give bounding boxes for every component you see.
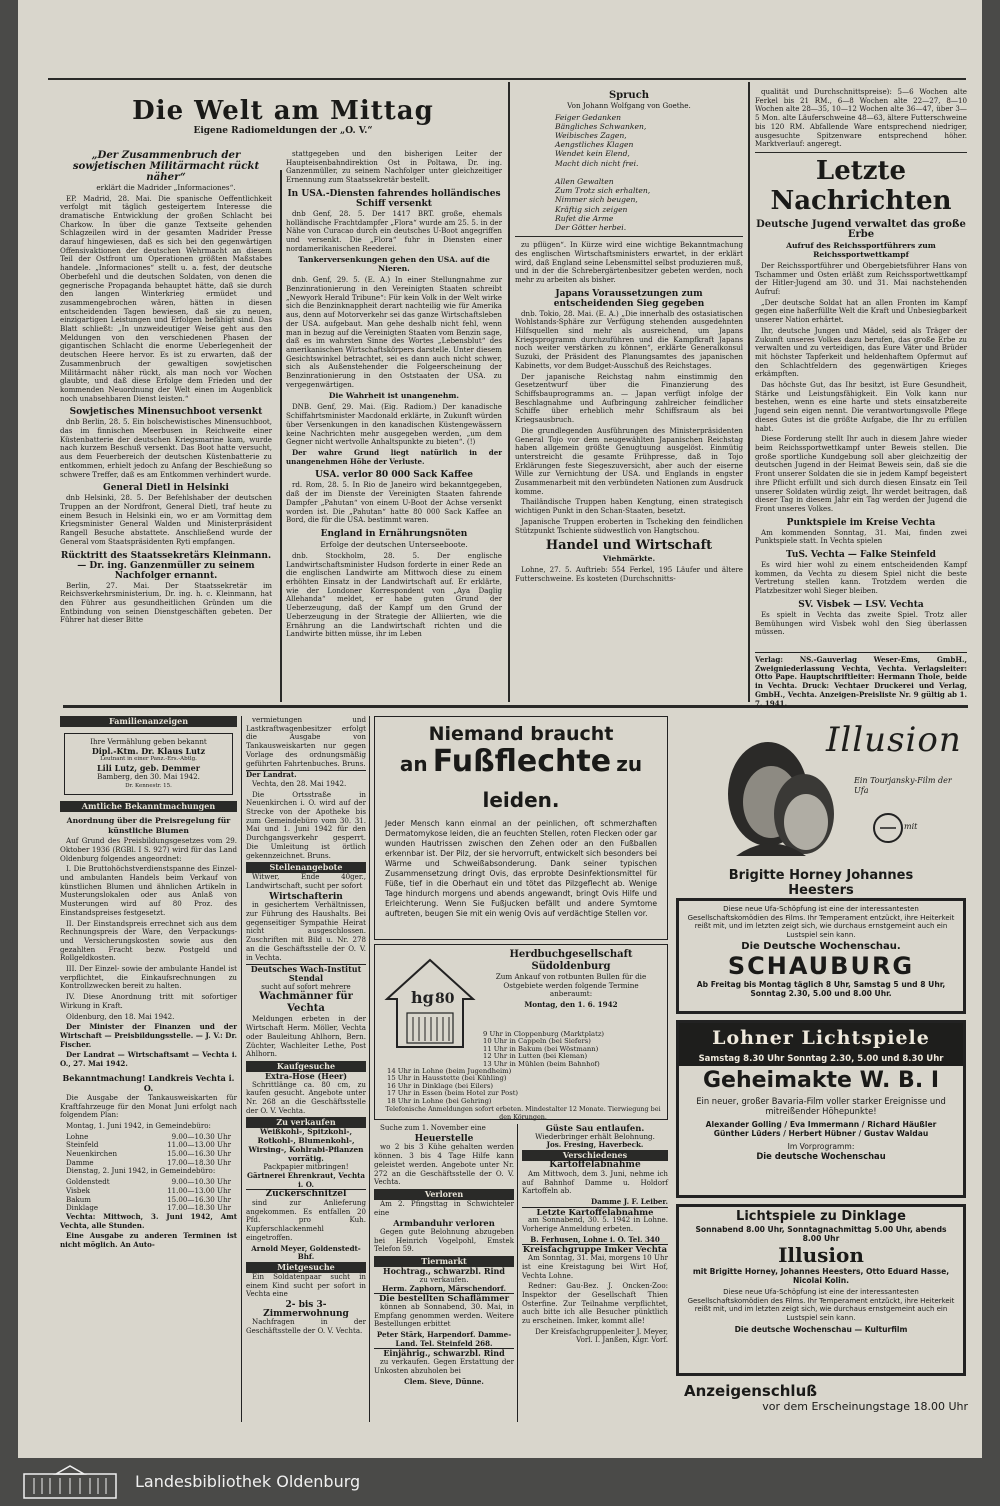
ad-text: Herm. Zaphorn, Märschendorf. (382, 1283, 506, 1293)
dinklage-title: Lichtspiele zu Dinklage (736, 1209, 906, 1224)
article-column-1 (60, 150, 272, 702)
article-headline: Sowjetisches Minensuchboot versenkt (69, 407, 263, 418)
article-text: dnb. Stockholm, 28. 5. Der englische Landwirtschaftsminister Hudson forderte in einer Rede an die englischen Landwirte am Mittwoch diese zu einem erhöhten Einsatz in der Landwirtschaft auf. Er erklärte, wie der Londoner Korrespondent von „Aya Daglig Allehanda“ meldet, er habe guten Grund der Ueberzeugung, daß der Kampf um den Grund der Ueberzeugung in der Strategie der Alliierten, wie die Ernährung an die Landwirtschaft richten und die Landwirte bitten müsse, ihr im Leben (286, 550, 502, 639)
imprint (755, 652, 967, 708)
herdbuch-text (483, 949, 659, 1011)
article-text: Es wird hier wohl zu einem entscheidenden Kampf kommen, da Vechta zu diesem Spiel nicht die beste Vertretung stellen kann. Trotzdem werden die Platzbesitzer wohl Sieger bleiben. (755, 560, 967, 596)
ad-title: Die bestellten Schaflämmer (374, 1293, 514, 1303)
ad-text: Am Sonntag, 31. Mai, morgens 10 Uhr ist eine Kreistagung bei Wirt Hof, Vechta Lohne. (522, 1253, 668, 1280)
ad-text: Redner: Gau-Bez. J. Oncken-Zoo: Inspektor der Gesellschaft Thien Osterfine. Zur Teilnahme verpflichtet, auch bitte ich alle Besucher pünktlich zu erscheinen. Imker, kommt alle! (522, 1281, 668, 1326)
article-text: Die grundlegenden Ausführungen des Ministerpräsidenten General Tojo vor dem neugewählten Japanischen Reichstag haben allgemein größte Genugtuung ausgelöst. Einmütig unterstreicht die gesamte Frühpresse, daß in Tojo Erklärungen feste Siegeszuversicht, aber auch der eiserne Wille zur Vernichtung der USA. und Englands in engster Zusammenarbeit mit den verbündeten Nationen zum Ausdruck komme. (515, 425, 743, 496)
ad-text: Samstag 8.30 Uhr Sonntag 2.30, 5.00 und 8.30 Uhr (679, 1053, 963, 1066)
ad-text: in gesichertem Verhältnissen, zur Führung des Haushalts. Bei gegenseitiger Sympathie Heirat nicht ausgeschlossen. Zuschriften mit Bild u. Nr. 278 an die Geschäftsstelle der O. V. in Vechta. (246, 900, 366, 962)
ad-headline-word: an (399, 752, 428, 776)
ad-text: Diese neue Ufa-Schöpfung ist eine der interessantesten Gesellschaftskomödien des Films. Ihr Temperament entzückt, ihre Heiterkeit reißt mit, und im letzten zeigt sich, wie durchaus ernstgemeint auch ein Lustspiel sein kann. (687, 905, 955, 939)
ad-text: Schrittlänge ca. 80 cm, zu kaufen gesucht. Angebote unter Nr. 268 an die Geschäftsstelle der O. V. Vechta. (246, 1079, 366, 1115)
article-text: dnb Berlin, 28. 5. Ein bolschewistisches Minensuchboot, das im finnischen Meerbusen in Reichweite einer Küstenbatterie der deutschen Kriegsmarine kam, wurde nach kurzem Beschuß versenkt. Das Boot hatte versucht, aus dem Feuerbereich der deutschen Küstenbatterie zu entkommen, erhielt jedoch zu Anfang der Beschießung so schwere Treffer, daß es am Entkommen verhindert wurde. (60, 417, 272, 479)
schedule-place: Bakum (66, 1194, 92, 1204)
article-text: rd. Rom, 28. 5. In Rio de Janeiro wird bekanntgegeben, daß der im Dienste der Vereinigten Staaten fahrende Dampfer „Pahutan“ von einem U-Boot der Achse versenkt worden ist. Die „Pahutan“ hatte 80 000 Sack Kaffee an Bord, die für die USA. bestimmt waren. (286, 480, 502, 525)
ad-title: Hochtrag., schwarzbl. Rind (383, 1266, 505, 1277)
herd-schedule-row: 15 Uhr in Hausstette (bei Kühling) (387, 1074, 507, 1083)
article-text: „Der deutsche Soldat hat an allen Fronten im Kampf gegen eine haßerfüllte Welt die Kraft und Unbesiegbarkeit unserer Nation erhärtet. (755, 297, 967, 325)
section-bar-rent: Mietgesuche (246, 1262, 366, 1273)
poem-line: Weibisches Zagen, (555, 130, 627, 140)
ad-text: Clem. Sieve, Dünne. (404, 1376, 484, 1386)
ad-text: Ein neuer, großer Bavaria-Film voller starker Ereignisse und mitreißender Höhepunkte! (696, 1096, 946, 1116)
schedule-time: 9.00—10.30 Uhr (171, 1131, 231, 1141)
schedule-time: 9.00—10.30 Uhr (171, 1177, 231, 1187)
lohner-title: Lohner Lichtspiele (679, 1023, 963, 1053)
ad-deadline (684, 1382, 968, 1413)
dinklage-film: Illusion (778, 1243, 864, 1267)
herd-schedule-row: 12 Uhr in Lutten (bei Kleman) (483, 1052, 588, 1061)
ad-title: Armbanduhr verloren (393, 1218, 495, 1229)
ad-title: Weißkohl-, Spitzkohl-, Rotkohl-, Blumenkohl-, Wirsing-, Kohlrabi-Pflanzen vorrätig. (248, 1127, 364, 1163)
ad-name: Lili Lutz, geb. Demmer (97, 763, 200, 774)
ad-text: Nachfragen in der Geschäftsstelle der O. V. Vechta. (246, 1317, 366, 1336)
poem-line (555, 168, 743, 177)
schedule-time: 17.00—18.30 Uhr (167, 1203, 231, 1213)
article-text: Das höchste Gut, das Ihr besitzt, ist Eure Gesundheit, Stärke und Leistungsfähigkeit. Ein Volk kann nur bestehen, wenn es eine harte und stets einsatzbereite Jugend sein eigen nennt. Die verantwortungsvolle Pflege dieses Gutes ist die größte Aufgabe, die Ihr zu erfüllen habt. (755, 380, 967, 433)
notice-text: Der Landrat — Wirtschaftsamt — Vechta i. O., 27. Mai 1942. (60, 1050, 237, 1069)
article-subheadline: Die Wahrheit ist unangenehm. (328, 391, 460, 401)
imprint-text: Verlag: NS.-Gauverlag Weser-Ems, GmbH., Zweigniederlassung Vechta, Vechta. Verlagsleiter: Otto Pape. Hauptschriftleiter: Hermann Thole, beide in Vechta. Druck: Vechtaer Druckerei und Verlag, GmbH., Vechta. Anzeigen-Preisliste Nr. 9 gültig ab 1. 7. 1941. (755, 655, 967, 708)
schedule-table (60, 1133, 237, 1168)
ad-title: Heuerstelle (414, 1133, 474, 1144)
ad-title: Wachmänner für Vechta (259, 991, 353, 1015)
ad-title: Letzte Kartoffelabnahme (522, 1207, 668, 1217)
section-bar-animals: Tiermarkt (374, 1256, 514, 1267)
ad-headline-1: Niemand braucht (428, 723, 614, 745)
section-bar-misc: Verschiedenes (522, 1150, 668, 1161)
ad-text: Peter Stärk, Harpendorf. Damme-Land. Tel. Steinfeld 268. (376, 1330, 512, 1348)
section-divider (63, 705, 968, 708)
ad-text: Im Vorprogramm: (787, 1141, 855, 1151)
herd-schedule (387, 1031, 657, 1105)
deadline-text: vor dem Erscheinungstage 18.00 Uhr (762, 1400, 968, 1413)
ad-title: Deutsches Wach-Institut Stendal (246, 964, 366, 982)
notice-text: Auf Grund des Preisbildungsgesetzes vom 29. Oktober 1936 (RGBl. I S. 927) wird für das Land Oldenburg folgendes angeordnet: (60, 836, 237, 863)
ad-text: Sonnabend 8.00 Uhr, Sonntagnachmittag 5.00 Uhr, abends 8.00 Uhr (695, 1225, 947, 1243)
article-subheadline: Viehmärkte. (602, 554, 656, 564)
ad-text: Leutnant in einer Panz.-Ers.-Abtlg. (100, 756, 197, 763)
notice-text: Die Ausgabe der Tankausweiskarten für Kraftfahrzeuge für den Monat Juni erfolgt nach folgendem Plan: (60, 1092, 237, 1120)
section-bar-jobs: Stellenangebote (246, 862, 366, 873)
article-headline: Punktspiele im Kreise Vechta (786, 517, 936, 528)
ad-text: Arnold Meyer, Goldenstedt-Bhf. (251, 1243, 361, 1262)
geheimakte-title: Geheimakte W. B. I (702, 1068, 940, 1093)
article-subheadline: Aufruf des Reichssportführers zum Reichssportwettkampf (786, 240, 936, 259)
illusion-stars: Brigitte Horney Johannes Heesters (728, 868, 914, 898)
ad-title: Einjährig., schwarzbl. Rind (374, 1348, 514, 1358)
lead-byline: erklärt die Madrider „Informaciones“. (96, 183, 236, 192)
ad-text: Gegen gute Belohnung abzugeben bei Heinrich Vogelpohl, Emstek Telefon 59. (374, 1227, 514, 1254)
poem-line: Allen Gewalten (555, 176, 614, 186)
ad-text: Am Mittwoch, dem 3. Juni, nehme ich auf Bahnhof Damme u. Holdorf Kartoffeln ab. (522, 1168, 668, 1196)
lohner-ad (676, 1020, 966, 1198)
library-label: Landesbibliothek Oldenburg (135, 1472, 361, 1491)
column-rule (508, 82, 510, 702)
small-ads-left (374, 1124, 518, 1422)
herdbuch-ad (374, 944, 668, 1120)
herd-schedule-row: 10 Uhr in Cappeln (bei Siefers) (483, 1037, 591, 1046)
schedule-time: 11.00—13.00 Uhr (167, 1185, 231, 1195)
notice-text: Eine Ausgabe zu anderen Terminen ist nicht möglich. An Auto- (60, 1231, 237, 1250)
ad-text: Telefonische Anmeldungen sofort erbeten. Mindestalter 12 Monate. Tierwiegung bei den Körungen. (385, 1105, 661, 1121)
ad-text: Die Deutsche Wochenschau. (741, 941, 901, 953)
ad-title: Zuckerschnitzel (246, 1189, 366, 1199)
dinklage-ad (676, 1204, 966, 1376)
notice-text: IV. Diese Anordnung tritt mit sofortiger Wirkung in Kraft. (60, 992, 237, 1010)
lead-headline: „Der Zusammenbruch der sowjetischen Militärmacht rückt näher“ (72, 149, 260, 183)
article-text: Lohne, 27. 5. Auftrieb: 554 Ferkel, 195 Läufer und ältere Futterschweine. Es kosteten (Durchschnitts- (515, 565, 743, 583)
ad-text: Ein Soldatenpaar sucht in einem Kind sucht per sofort in Vechta eine (246, 1271, 366, 1299)
notice-text: Der Minister der Finanzen und der Wirtschaft — Preisbildungsstelle. — J. V.: Dr. Fischer. (60, 1022, 237, 1049)
article-text: DNB. Genf, 29. Mai. (Eig. Radiom.) Der kanadische Schiffahrtsminister Macdonald erklärte, in Zukunft würden über Versenkungen in den kanadischen Küstengewässern keine Nachrichten mehr ausgegeben werden, „um dem Gegner nicht wertvolle Anhaltspunkte zu bieten“. (!) (286, 402, 502, 447)
latest-news-title: Letzte Nachrichten (770, 155, 952, 216)
ad-text: Am 2. Pfingsttag in Schwichteler eine (374, 1198, 514, 1217)
notice-text: vermietungen und Lastkraftwagenbesitzer erfolgt die Ausgabe von Tankausweiskarten nur gegen Vorlage des ordnungsmäßig geführten Fahrtenbuches. Bruns. (246, 715, 366, 768)
ad-text: Damme J. F. Leiber. (591, 1196, 668, 1206)
article-text: qualität und Durchschnittspreise): 5—6 Wochen alte Ferkel bis 21 RM., 6—8 Wochen alte 22—27, 8—10 Wochen alte 28—35, 10—12 Wochen alte 36—47, über 3—5 Mon. alte Läuferschweine 48—63, ältere Futterschweine bis 120 RM. Abfallende Ware entsprechend niedriger, ausgesuchte Spitzenware entsprechend höher. Marktverlauf: angeregt. (755, 87, 967, 149)
illusion-poster (676, 716, 966, 866)
ad-text: Gärtnerei Ehrenkraut, Vechta i. O. (246, 1170, 366, 1189)
poem-line: Rufet die Arme (555, 213, 614, 223)
article-text: dnb Helsinki, 28. 5. Der Befehlshaber der deutschen Truppen an der Nordfront, General Dietl, traf heute zu einem Besuch in Helsinki ein, wo er am Vormittag dem Kriegsminister General Walden und Ministerpräsident Rangell Besuche abstattete. Anschließend wurde der General vom Staatspräsidenten Ryti empfangen. (60, 493, 272, 546)
schedule-time: 15.00—16.30 Uhr (167, 1194, 231, 1204)
ad-text: wo 2 bis 3 Kühe gehalten werden können. 3 bis 4 Tage Hilfe kann geleistet werden. Angebote unter Nr. 272 an die Geschäftsstelle der O. V. Vechta. (374, 1142, 514, 1187)
ad-title: Extra-Hose (Heer) (264, 1070, 348, 1081)
fussflechte-ad (374, 716, 668, 940)
article-subheadline: Erfolge der deutschen Unterseeboote. (320, 539, 468, 549)
article-headline: In USA.-Diensten fahrendes holländisches Schiff versenkt (287, 188, 501, 209)
ad-title: Kreisfachgruppe Imker Vechta (522, 1244, 668, 1255)
illusion-mit: mit (904, 822, 918, 831)
ad-text: Meldungen erbeten in der Wirtschaft Herm. Möller, Vechta oder Bauleitung Ahlhorn, Bern. Züchter, Wachleiter Lethe, Post Ahlhorn. (246, 1014, 366, 1059)
ad-text: mit Brigitte Horney, Johannes Heesters, Otto Eduard Hasse, Nicolai Kolin. (692, 1267, 950, 1285)
poem-line: Nimmer sich beugen, (555, 195, 638, 205)
illusion-title: Illusion (826, 720, 962, 760)
notice-text: I. Die Bruttohöchstverdienstspanne des Einzel- und ambulanten Handels beim Verkauf von künstlichen Blumen und ähnlichen Artikeln in Musterungslokalen oder aus Anlaß von Musterungen wird auf 80 Proz. des Einstandspreises festgesetzt. (60, 864, 237, 917)
ad-text: Jos. Fresing, Haverbeck. (546, 1140, 644, 1150)
ad-title: Herdbuchgesellschaft (509, 949, 633, 960)
schedule-place: Visbek (66, 1185, 90, 1195)
ad-title: Kartoffelabnahme (549, 1160, 641, 1171)
poem-line: Feiger Gedanken (555, 112, 622, 122)
notice-text: Vechta: Mittwoch, 3. Juni 1942, Amt Vechta, alle Stunden. (60, 1211, 237, 1230)
schedule-time: 17.00—18.30 Uhr (167, 1157, 231, 1167)
ad-body: Jeder Mensch kann einmal an der peinlichen, oft schmerzhaften Dermatomykose leiden, die an feuchten Stellen, roten Flecken oder gar wunden Hautrissen zwischen den Zehen oder an den Fußballen erkennbar ist. Der Pilz, der sie hervorruft, entwickelt sich besonders bei Wärme und Schweißabsonderung. Dank seiner typischen Zusammensetzung dringt Ovis, das erprobte Desinfektionsmittel für Füße, tief in die Oberhaut ein und tötet das Pilzgeflecht ab. Wenige Tage hindurch morgens und abends angewandt, bringt Ovis Hilfe und Erleichterung. Wenn Sie Fußjucken befällt und andere Symtome auftreten, beugen Sie mit ein wenig Ovis auf verdächtige Stellen vor. (385, 819, 658, 918)
ad-text: sucht auf sofort mehrere (261, 981, 351, 991)
ad-text: Zum Ankauf von rotbunten Bullen für die Ostgebiete werden folgende Termine anberaumt: (495, 972, 647, 999)
wedding-announcement (64, 733, 233, 795)
ad-text: Die deutsche Wochenschau (756, 1150, 886, 1161)
section-bar-family: Familienanzeigen (60, 716, 237, 727)
notice-headline: Anordnung über die Preisregelung für künstliche Blumen (66, 816, 231, 836)
small-ads-right (522, 1124, 668, 1422)
article-text: Der wahre Grund liegt natürlich in der unangenehmen Höhe der Verluste. (286, 447, 502, 466)
ad-title: Güste Sau entlaufen. (545, 1123, 645, 1133)
article-text: Diese Forderung stellt Ihr auch in diesem Jahre wieder beim Reichssportwettkampf unter Beweis stellen. Die große sportliche Kundgebung soll aber gleichzeitig der deutschen Jugend in der Heimat Beweis sein, daß sie die Front unserer Soldaten die sie in jedem Kampf begeistert ihre Pflicht erfüllt und sich durch diesen Einsatz ein Teil unserer Soldaten würdig zeigt. Ihr werdet beitragen, daß dieser Tag in diesem Jahr ein Tag werden der Jugend die Front unseres Volkes. (755, 434, 967, 513)
ad-text: können ab Sonnabend, 30. Mai, in Empfang genommen werden. Weitere Bestellungen erbittet (374, 1301, 514, 1329)
schedule-place: Goldenstedt (66, 1177, 110, 1187)
poem (515, 113, 743, 233)
logo-year: 80 (435, 991, 455, 1007)
article-headline: Japans Voraussetzungen zum entscheidenden Sieg gegeben (553, 288, 705, 309)
ad-text: Bamberg, den 30. Mai 1942. (97, 771, 200, 781)
article-subheadline: Tankerversenkungen gehen den USA. auf die Nieren. (298, 255, 490, 274)
ad-headline-word: zu leiden. (482, 752, 643, 812)
masthead-title: Die Welt am Mittag (132, 96, 434, 126)
ad-text: B. Ferhusen, Lohne i. O. Tel. 340 (530, 1234, 660, 1244)
library-building-icon (20, 1464, 120, 1500)
article-text: dnb Genf, 28. 5. Der 1417 BRT. große, ehemals holländische Frachtdampfer „Flora“ wurde am 25. 5. in der Nähe von Curacao durch ein deutsches U-Boot angegriffen und versenkt. Die „Flora“ fuhr in Diensten einer nordamerikanischen Reederei. (286, 208, 502, 253)
ad-title: Südoldenburg (531, 961, 611, 972)
schauburg-title: SCHAUBURG (727, 952, 915, 981)
ad-text: Die deutsche Wochenschau — Kulturfilm (734, 1325, 908, 1335)
article-headline: Deutsche Jugend verwaltet das große Erbe (756, 218, 966, 240)
column-rule (748, 82, 750, 702)
column-rule (280, 170, 282, 702)
ad-text: sind zur Anlieferung angekommen. Es entfallen 20 Pfd. pro Kuh. Kupferschlackenmehl eingetroffen. (246, 1198, 366, 1242)
masthead-subtitle: Eigene Radiomeldungen der „O. V.“ (193, 126, 373, 136)
notice-text: Die Ortsstraße in Neuenkirchen i. O. wird auf der Strecke von der Apotheke bis zum Gemeindebüro vom 30. 31. Mai und 1. Juni 1942 für den Durchgangsverkehr gesperrt. Die Umleitung ist örtlich gekennzeichnet. Bruns. (246, 789, 366, 860)
ad-text: Packpapier mitbringen! (263, 1162, 349, 1172)
article-text: Es spielt in Vechta das zweite Spiel. Trotz aller Bemühungen wird Visbek wohl den Sieg überlassen müssen. (755, 609, 967, 637)
poem-line: Wendet kein Elend, (555, 149, 630, 159)
ad-text: am Sonnabend, 30. 5. 1942 in Lohne. Vorherige Anmeldung erbeten. (522, 1215, 668, 1234)
article-text: Der Reichssportführer und Obergebietsführer Hans von Tschammer und Osten erläßt zum Reichssportwettkampf der Hitler-Jugend am 30. und 31. Mai nachstehenden Aufruf: (755, 260, 967, 297)
herd-schedule-row: 17 Uhr in Essen (beim Hotel zur Post) (387, 1089, 519, 1098)
poem-line: Macht dich nicht frei. (555, 158, 639, 168)
schedule-place: Lohne (66, 1131, 89, 1141)
ads-column-2 (246, 716, 370, 1422)
section-bar-sell: Zu verkaufen (246, 1117, 366, 1128)
ad-text: Der Kreisfachgruppenleiter J. Meyer, Vorl. I. Janßen, Kigr. Vorf. (535, 1326, 668, 1345)
ad-text: Wiederbringer erhält Belohnung. (535, 1131, 655, 1141)
newspaper-page (18, 0, 982, 1458)
schauburg-ad (676, 898, 966, 1014)
ad-text: zu verkaufen. (419, 1274, 469, 1284)
section-bar-buy: Kaufgesuche (246, 1061, 366, 1072)
notice-text: Oldenburg, den 18. Mai 1942. (66, 1011, 175, 1021)
poem-line: Kräftig sich zeigen (555, 204, 628, 214)
notice-headline: Der Landrat. (246, 770, 366, 780)
ad-headline-word: Fußflechte (432, 744, 612, 779)
ad-text: zu verkaufen. Gegen Erstattung der Unkosten abzuholen bei (374, 1357, 514, 1375)
article-headline: England in Ernährungsnöten (320, 528, 468, 539)
herd-schedule-row: 14 Uhr in Lohne (beim Jugendheim) (387, 1067, 512, 1076)
article-column-4 (755, 88, 967, 702)
poem-author: Von Johann Wolfgang von Goethe. (567, 101, 691, 110)
ad-text: Diese neue Ufa-Schöpfung ist eine der interessantesten Gesellschaftskomödien des Films. Ihr Temperament entzückt, ihre Heiterkeit reißt mit, und im letzten zeigt sich, wie durchaus ernstgemeint auch ein Lustspiel sein kann. (687, 1288, 955, 1322)
deadline-title: Anzeigenschluß (684, 1382, 818, 1400)
ad-title: 2- bis 3-Zimmerwohnung (263, 1300, 349, 1319)
ad-text: Suche zum 1. November eine (380, 1123, 486, 1132)
article-column-2 (286, 150, 502, 702)
article-headline: USA. verlor 80 000 Sack Kaffee (315, 470, 473, 481)
illusion-subtitle: Ein Tourjansky-Film der Ufa (854, 776, 952, 795)
poem-line: Bängliches Schwanken, (555, 121, 647, 131)
article-headline: Rücktritt des Staatssekretärs Kleinmann. — Dr. ing. Ganzenmüller zu seinem Nachfolger ernannt. (60, 550, 272, 581)
notice-text: III. Der Einzel- sowie der ambulante Handel ist verpflichtet, die Einkaufsrechnungen zu Kontrollzwecken bereit zu halten. (60, 964, 237, 991)
poem-line: Der Götter herbei. (555, 222, 627, 232)
article-text: Berlin, 27. Mai. Der Staatssekretär im Reichsverkehrsministerium, Dr. ing. h. c. Kleinmann, hat den Führer aus gesundheitlichen Gründen um die Entbindung von seinen Dienstgeschäften gebeten. Der Führer hat dieser Bitte (60, 580, 272, 625)
article-text: Japanische Truppen eroberten in Tscheking den feindlichen Stützpunkt Tschiente südwestlich von Hangtschou. (515, 516, 743, 535)
herd-schedule-row: 9 Uhr in Cloppenburg (Marktplatz) (483, 1030, 605, 1038)
notice-text: II. Der Einstandspreis errechnet sich aus dem Rechnungspreis der Ware, den Verpackungs- und Versicherungskosten sowie aus den gezahlten Fracht bezw. Postgeld und Rollgeldkosten. (60, 918, 237, 963)
logo-hg: hg (411, 988, 434, 1007)
article-text: Ihr, deutsche Jungen und Mädel, seid als Träger der Zukunft unseres Volkes dazu berufen, das große Erbe zu verwalten und zu verteidigen, das Eure Väter und Brüder mit höchster Tapferkeit und heldenhaftem Opfermut auf den Schlachtfeldern des gegenwärtigen Krieges erkämpften. (755, 325, 967, 379)
rule (515, 236, 743, 237)
ad-text: Dr. Kennestr. 15. (125, 782, 172, 789)
ad-text: Ab Freitag bis Montag täglich 8 Uhr, Samstag 5 und 8 Uhr, Sonntag 2.30, 5.00 und 8.00 Uhr. (696, 980, 946, 999)
article-text: zu pflügen“. In Kürze wird eine wichtige Bekanntmachung des englischen Wirtschaftsministers erwartet, in der erklärt wird, daß England seine Lebensmittel selbst produzieren muß, und in der die Schrebergärtenbesitzer gebeten werden, noch mehr zu arbeiten als bisher. (515, 240, 743, 284)
ad-text: Witwer, Ende 40ger., Landwirtschaft, sucht per sofort (246, 872, 366, 890)
ad-headline-2 (385, 745, 657, 819)
ad-date: Montag, den 1. 6. 1942 (524, 999, 618, 1009)
section-bar-lost: Verloren (374, 1189, 514, 1200)
article-headline: TuS. Vechta — Falke Steinfeld (786, 550, 936, 561)
herd-schedule-row: 13 Uhr in Mühlen (beim Bahnhof) (483, 1059, 600, 1068)
poem-title: Spruch (608, 90, 650, 101)
article-headline: General Dietl in Helsinki (103, 483, 229, 494)
herd-schedule-row: 18 Uhr in Lohne (bei Gehring) (387, 1096, 492, 1105)
article-text: Thailändische Truppen haben Kengtung, einen strategisch wichtigen Punkt in den Schan-Staaten, besetzt. (515, 497, 743, 516)
ad-text: Alexander Golling / Eva Immermann / Richard Häußler Günther Lüders / Herbert Hübner / Gustav Waldau (705, 1120, 937, 1139)
schedule-place: Steinfeld (66, 1140, 99, 1150)
schedule-time: 11.00—13.00 Uhr (167, 1140, 231, 1150)
schedule-place: Damme (66, 1157, 94, 1167)
schedule-time: 15.00—16.30 Uhr (167, 1149, 231, 1159)
ads-column-1 (60, 716, 242, 1422)
article-text: dnb. Tokio, 28. Mai. (E. A.) „Die innerhalb des ostasiatischen Wohlstands-Sphäre zur Verfügung stehenden ausgedehnten Hilfsquellen sind mehr als ausreichend, um Japans Kriegsprogramm durchzuführen und die Kampfkraft Japans noch weiter verstärken zu können“, erklärte Generalkonsul Suzuki, der Präsident des Planungsamtes des japanischen Kabinetts, vor dem Budget-Ausschuß des Reichstages. (515, 308, 743, 370)
schedule-place: Neuenkirchen (66, 1149, 118, 1159)
schedule-place: Dinklage (66, 1203, 99, 1213)
herd-schedule-row: 11 Uhr in Bakum (bei Wöstmann) (483, 1044, 599, 1053)
schedule-table (60, 1178, 237, 1213)
poem-line: Zum Trotz sich erhalten, (555, 186, 651, 196)
article-text: EP. Madrid, 28. Mai. Die spanische Oeffentlichkeit verfolgt mit täglich gesteigertem Interesse die dramatische Entwicklung der großen Schlacht bei Charkow. In über die ganze Textseite gehenden Schlagzeilen wird in der gesamten Madrider Presse darauf hingewiesen, daß es sich bei den gegenwärtigen Offensivaktionen der deutschen Wehrmacht an diesem Teil der Ostfront um Operationen größten Maßstabes handele. „Informaciones“ stellt u. a. fest, der deutsche Oberbefehl und die deutschen Soldaten, von denen die gegnerische Propaganda behauptet hätte, daß sie durch den langen Winterkrieg ermüdet und zusammengebrochen wären, hätten in diesen entscheidenden Tagen bewiesen, daß sie zu neuen, einzigartigen Leistungen und Erfolgen befähigt sind. Das Blatt schließt: „In unzweideutiger Weise geht aus den Meldungen von den verschiedenen Phasen der gigantischen Schlacht die enorme Ueberlegenheit der deutschen Heere hervor. Es ist zu erwarten, daß der Zusammenbruch der gewaltigen sowjetischen Militärmacht näher rückt, als man noch vor Wochen glaubte, und daß diese Erfolge dem Frieden und der kommenden Neuordnung der Welt einen im Augenblick noch unabsehbaren Dienst leisten.“ (60, 193, 272, 403)
rule (755, 152, 967, 153)
section-bar-official: Amtliche Bekanntmachungen (60, 801, 237, 812)
article-text: Am kommenden Sonntag, 31. Mai, finden zwei Punktspiele statt. In Vechta spielen (755, 527, 967, 546)
ad-name: Dipl.-Ktm. Dr. Klaus Lutz (91, 745, 206, 756)
masthead (63, 96, 503, 136)
ad-text: Ihre Vermählung geben bekannt (90, 737, 207, 746)
article-text: stattgegeben und den bisherigen Leiter der Haupteisenbahndirektion Ost in Poltawa, Dr. ing. Ganzenmüller, zu seinem Nachfolger unter gleichzeitiger Ernennung zum Staatssekretär bestellt. (286, 149, 502, 185)
article-column-3 (515, 88, 743, 702)
top-rule (48, 78, 966, 80)
article-text: Der japanische Reichstag nahm einstimmig den Gesetzentwurf über die Finanzierung des Schiffsbauprogramms an. — Japan verfügt infolge der Beschlagnahme und Aufbringung zahlreicher feindlicher Schiffe über erheblich mehr Schiffsraum als bei Kriegsausbruch. (515, 371, 743, 425)
notice-text: Montag, 1. Juni 1942, in Gemeindebüro: (66, 1120, 211, 1130)
section-headline: Handel und Wirtschaft (545, 538, 713, 554)
library-footer (0, 1458, 1000, 1506)
notice-text: Dienstag, 2. Juni 1942, in Gemeindebüro: (66, 1166, 216, 1176)
article-text: dnb. Genf, 29. 5. (E. A.) In einer Stellungnahme zur Benzinrationierung in den Vereinigten Staaten schreibt „Newyork Herald Tribune“: Für kein Volk in der Welt wirke sich die Benzinknappheit derart nachteilig wie für Amerika aus, denn auf Motorverkehr sei das ganze Wirtschaftsleben der USA. aufgebaut. Man gehe deshalb nicht fehl, wenn man in bezug auf die Vereinigten Staaten vom Benzin sage, daß es im wahrsten Sinne des Wortes „Lebensblut“ des amerikanischen Wirtschaftskörpers darstelle. Unter diesem Gesichtswinkel betrachtet, sei es dann auch nicht schwer, sich als Außenstehender die Folgeerscheinung der Benzinrationierung in den Oststaaten der USA. zu vergegenwärtigen. (286, 275, 502, 389)
notice-headline: Bekanntmachung! Landkreis Vechta i. O. (62, 1072, 235, 1093)
poem-line: Aengstliches Klagen (555, 140, 634, 150)
herd-schedule-row: 16 Uhr in Dinklage (bei Eilers) (387, 1081, 493, 1090)
article-headline: SV. Visbek — LSV. Vechta (798, 599, 924, 610)
notice-text: Vechta, den 28. Mai 1942. (252, 778, 347, 788)
ad-title: Wirtschafterin (269, 891, 343, 902)
